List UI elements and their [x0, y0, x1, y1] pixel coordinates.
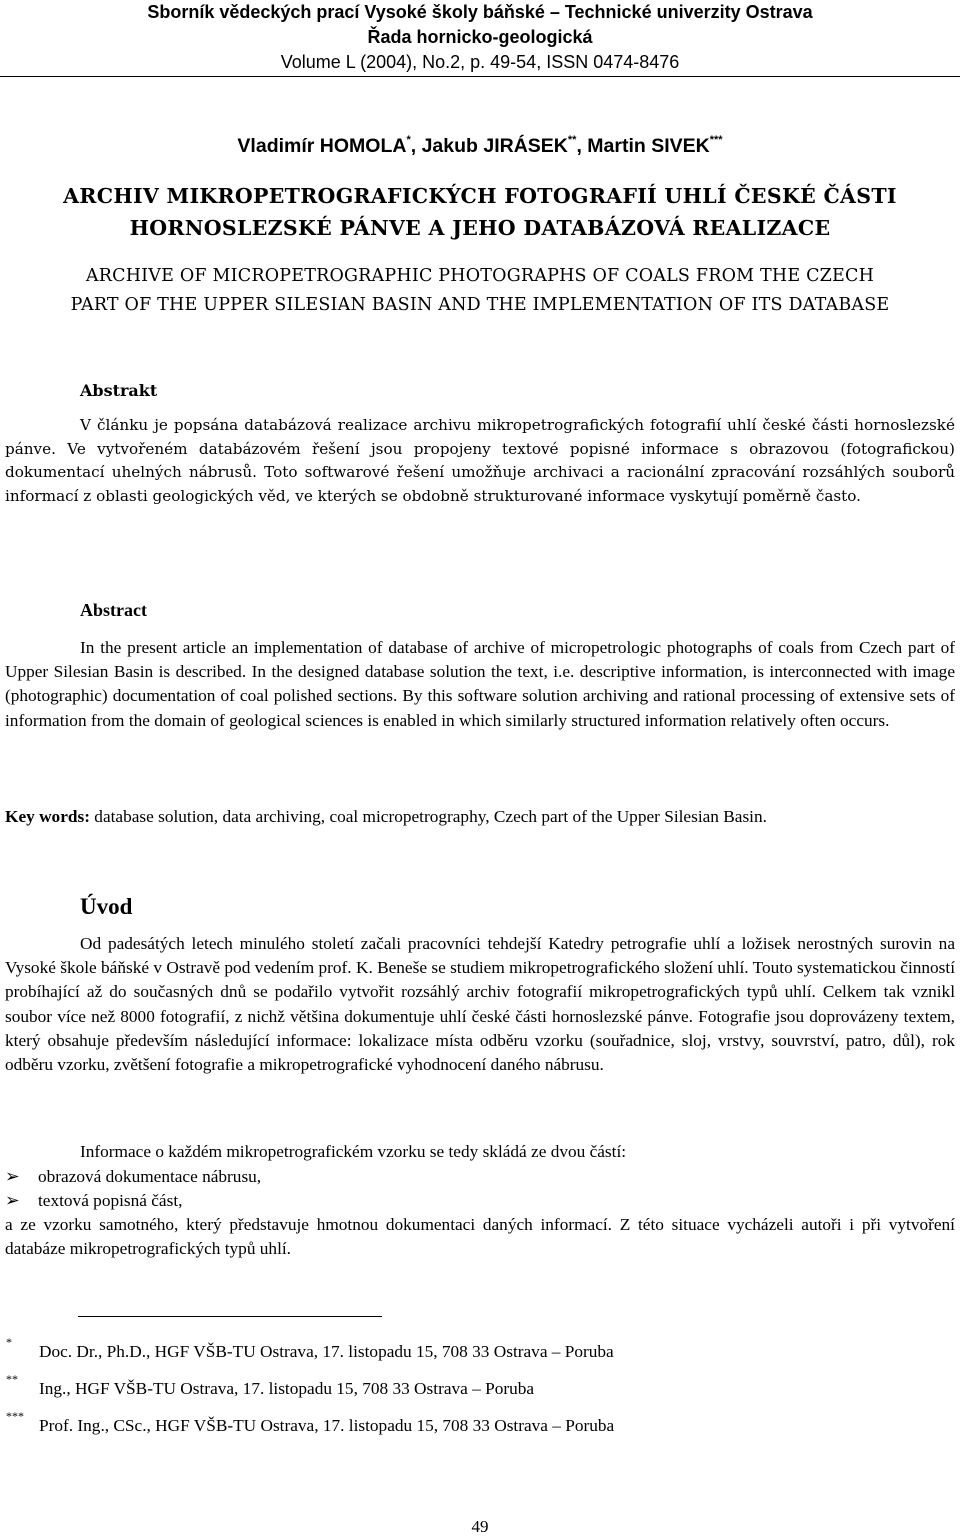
footnote-mark: ** [6, 1372, 18, 1386]
author-footnote-mark: ** [567, 134, 577, 146]
journal-name: Sborník vědeckých prací Vysoké školy báňské – Technické univerzity Ostrava [147, 2, 813, 22]
introduction-paragraph: a ze vzorku samotného, který představuje hmotnou dokumentaci daných informací. Z této situace vycházeli autoři i při vytvoření databáze mikropetrografických typů uhlí. [5, 1215, 955, 1259]
title-line: PART OF THE UPPER SILESIAN BASIN AND THE IMPLEMENTATION OF ITS DATABASE [70, 295, 890, 315]
article-title-czech [0, 180, 960, 244]
title-line: ARCHIVE OF MICROPETROGRAPHIC PHOTOGRAPHS OF COALS FROM THE CZECH [85, 266, 875, 286]
journal-volume: Volume L (2004), No.2, p. 49-54, ISSN 0474-8476 [280, 52, 680, 72]
list-item-text: textová popisná část, [38, 1191, 183, 1211]
journal-series: Řada hornicko-geologická [367, 27, 593, 47]
bullet-list [5, 1165, 955, 1213]
arrow-bullet-icon: ➢ [5, 1167, 20, 1186]
author-separator: , [410, 135, 422, 157]
header-divider [0, 76, 960, 77]
keywords-label: Key words: [5, 807, 90, 826]
author-name: Vladimír HOMOLA [237, 135, 407, 157]
footnote-text: Prof. Ing., CSc., HGF VŠB-TU Ostrava, 17. listopadu 15, 708 33 Ostrava – Poruba [39, 1416, 615, 1435]
footnote-mark: * [6, 1335, 12, 1349]
abstrakt-heading: Abstrakt [80, 381, 158, 400]
abstract-paragraph: In the present article an implementation of database of archive of micropetrologic photographs of coals from Czech part of Upper Silesian Basin is described. In the designed database solution the text, i.e. descriptive information, is interconnected with image (photographic) documentation of coal polished sections. By this software solution archiving and rational processing of extensive sets of information from the domain of geological sciences is enabled in which similarly structured information relatively often occurs. [5, 638, 955, 730]
keywords-text: database solution, data archiving, coal micropetrography, Czech part of the Upper Silesian Basin. [94, 807, 767, 826]
journal-header [0, 0, 960, 75]
title-line: HORNOSLEZSKÉ PÁNVE A JEHO DATABÁZOVÁ REALIZACE [129, 216, 831, 240]
author-name: Jakub JIRÁSEK [421, 135, 568, 157]
page-number: 49 [471, 1517, 489, 1536]
list-item-text: obrazová dokumentace nábrusu, [38, 1167, 262, 1186]
arrow-bullet-icon: ➢ [5, 1191, 20, 1211]
introduction-heading: Úvod [80, 894, 133, 919]
introduction-paragraph: Informace o každém mikropetrografickém vzorku se tedy skládá ze dvou částí: [80, 1142, 627, 1161]
title-line: ARCHIV MIKROPETROGRAFICKÝCH FOTOGRAFIÍ UHLÍ ČESKÉ ČÁSTI [63, 184, 897, 208]
footnote-text: Doc. Dr., Ph.D., HGF VŠB-TU Ostrava, 17. listopadu 15, 708 33 Ostrava – Poruba [39, 1342, 614, 1361]
abstrakt-paragraph: V článku je popsána databázová realizace archivu mikropetrografických fotografií uhlí české části hornoslezské pánve. Ve vytvořeném databázovém řešení jsou propojeny textové popisné informace s obrazovou (fotografickou) dokumentací uhelných nábrusů. Toto softwarové řešení umožňuje archivaci a racionální zpracování rozsáhlých souborů informací z oblasti geologických věd, ve kterých se obdobně strukturované informace vyskytují poměrně často. [5, 416, 955, 506]
author-separator: , [576, 135, 588, 157]
author-list [0, 126, 960, 160]
author-name: Martin SIVEK [587, 135, 710, 157]
list-item [5, 1165, 955, 1189]
introduction-paragraph: Od padesátých letech minulého století začali pracovníci tehdejší Katedry petrografie uhlí a ložisek nerostných surovin na Vysoké škole báňské v Ostravě pod vedením prof. K. Beneše se studiem mikropetrografického složení uhlí. Touto systematickou činností probíhající až do současných dnů se podařilo vytvořit rozsáhlý archiv fotografií mikropetrografických typů uhlí. Celkem tak vznikl soubor více než 8000 fotografií, z nichž většina dokumentuje uhlí české části hornoslezské pánve. Fotografie jsou doprovázeny textem, který obsahuje především následující informace: lokalizace místa odběru vzorku (souřadnice, sloj, vrstvy, souvrství, patro, důl), rok odběru vzorku, zvětšení fotografie a mikropetrografické vyhodnocení daného nábrusu. [5, 934, 955, 1075]
author-footnote-mark: *** [709, 134, 723, 146]
footnote-mark: *** [6, 1409, 24, 1423]
list-item [5, 1189, 955, 1213]
article-title-english [0, 262, 960, 320]
author-footnote-mark: * [406, 134, 411, 146]
keywords [5, 805, 955, 829]
footnote-text: Ing., HGF VŠB-TU Ostrava, 17. listopadu 15, 708 33 Ostrava – Poruba [39, 1379, 535, 1398]
footnote-divider [78, 1316, 382, 1317]
abstract-heading: Abstract [80, 600, 147, 620]
